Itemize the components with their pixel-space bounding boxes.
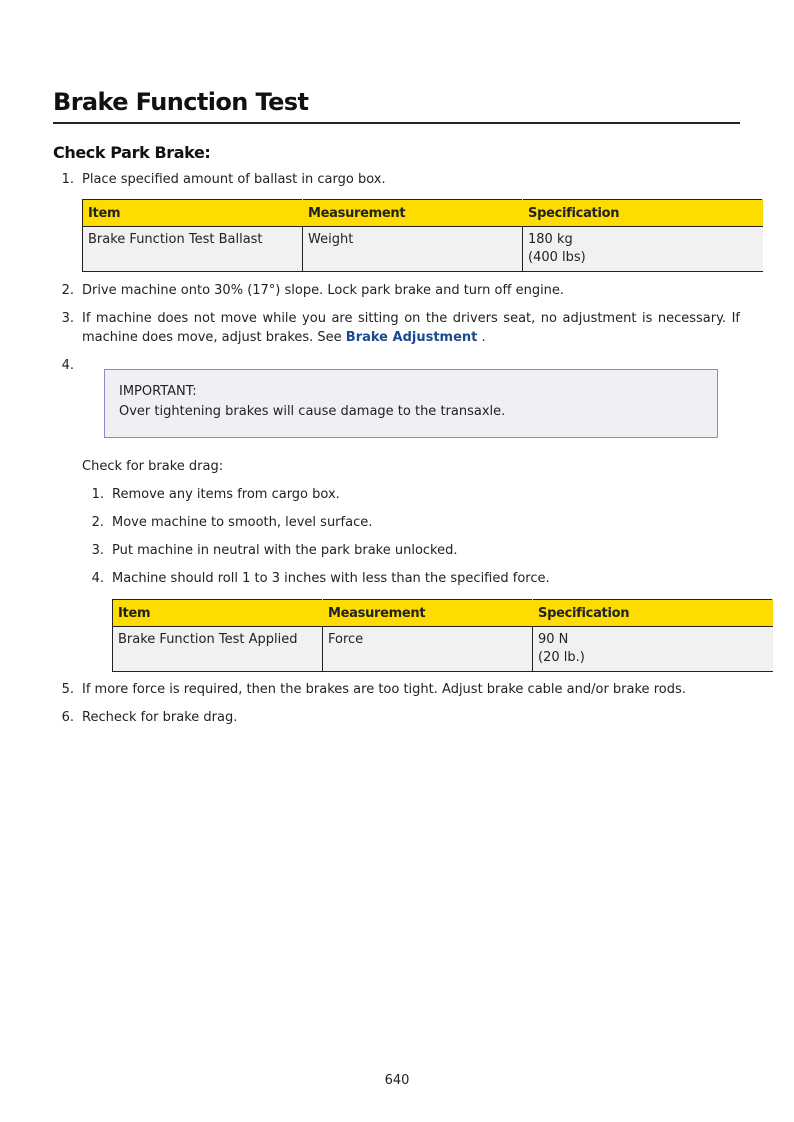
table-header-row [113,600,773,627]
step-number: 5. [61,682,74,697]
step-text: If more force is required, then the brakes are too tight. Adjust brake cable and/or brake rods. [82,682,686,697]
force-spec-table [112,599,773,672]
substep-number: 2. [91,515,104,530]
measurement-cell: Weight [303,227,523,272]
substep-text: Remove any items from cargo box. [112,487,340,502]
substep-number: 3. [91,543,104,558]
step-text: Drive machine onto 30% (17°) slope. Lock park brake and turn off engine. [82,283,565,298]
substep-text: Put machine in neutral with the park brake unlocked. [112,543,458,558]
section-heading: Check Park Brake: [53,143,211,162]
table-header-row [83,200,763,227]
step-text-fragment: . [477,330,486,345]
step-number: 6. [61,710,74,725]
measurement-cell: Force [323,627,533,672]
specification-cell [533,627,773,672]
step-text-line [82,328,486,347]
step-text: Recheck for brake drag. [82,710,238,725]
spec-imperial: (20 lb.) [538,650,585,665]
column-header-specification: Specification [533,600,773,627]
step-number: 3. [61,311,74,326]
substep-number: 4. [91,571,104,586]
title-divider [53,122,740,124]
substep-number: 1. [91,487,104,502]
item-cell: Brake Function Test Ballast [83,227,303,272]
specification-cell [523,227,763,272]
spec-metric: 90 N [538,632,569,647]
ballast-spec-table [82,199,763,272]
step-number: 2. [61,283,74,298]
column-header-measurement: Measurement [323,600,533,627]
column-header-measurement: Measurement [303,200,523,227]
step-number: 1. [61,172,74,187]
brake-adjustment-link[interactable]: Brake Adjustment [345,330,478,345]
column-header-item: Item [113,600,323,627]
spec-imperial: (400 lbs) [528,250,586,265]
table-row [113,627,773,672]
page-number: 640 [384,1073,410,1088]
page-title: Brake Function Test [53,88,309,116]
step-text-fragment: machine does move, adjust brakes. See [82,330,346,345]
step-text: Place specified amount of ballast in cargo box. [82,172,386,187]
spec-metric: 180 kg [528,232,573,247]
step-text-line: If machine does not move while you are sitting on the drivers seat, no adjustment is necessary. If [82,311,740,326]
step-number: 4. [61,358,74,373]
important-label: IMPORTANT: [119,384,197,399]
substep-text: Move machine to smooth, level surface. [112,515,373,530]
column-header-specification: Specification [523,200,763,227]
substep-text: Machine should roll 1 to 3 inches with less than the specified force. [112,571,550,586]
important-text: Over tightening brakes will cause damage to the transaxle. [119,404,506,419]
table-row [83,227,763,272]
column-header-item: Item [83,200,303,227]
important-note [104,369,718,438]
item-cell: Brake Function Test Applied [113,627,323,672]
brake-drag-intro: Check for brake drag: [82,459,224,474]
